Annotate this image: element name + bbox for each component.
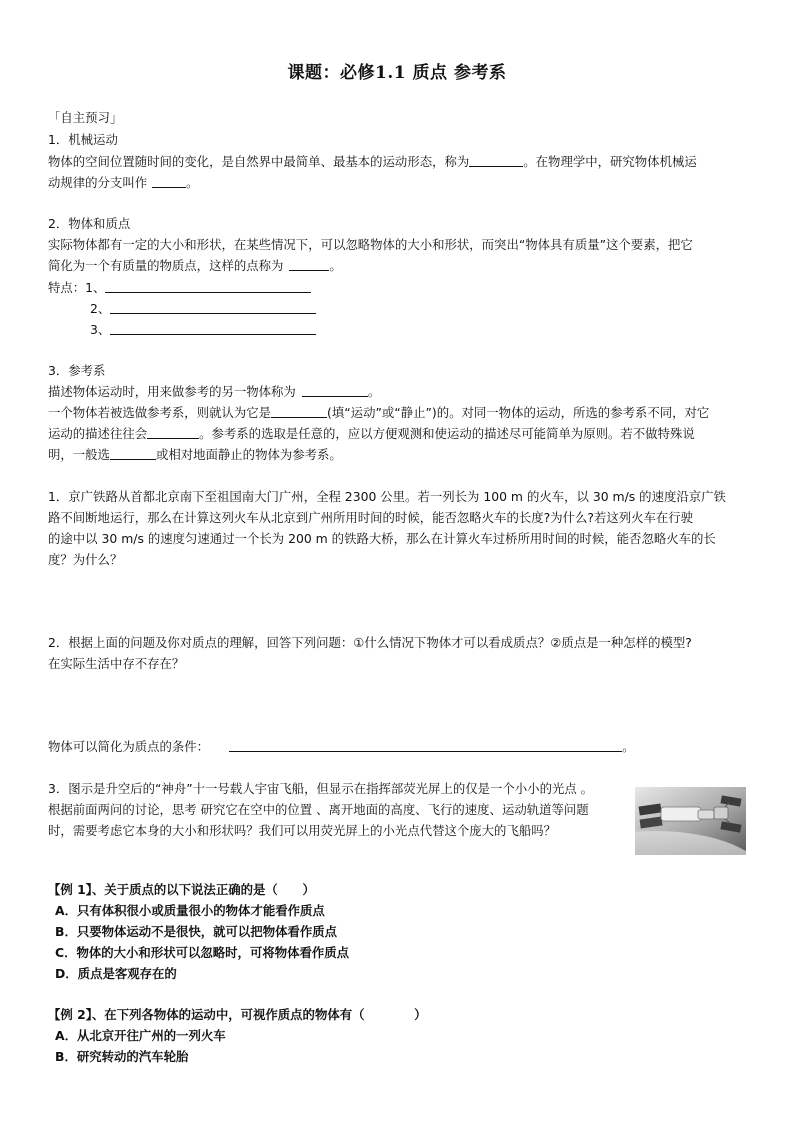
answer-blank[interactable] (147, 425, 199, 439)
answer-blank[interactable] (110, 300, 316, 314)
question-1-line-3: 的途中以 30 m/s 的速度匀速通过一个长为 200 m 的铁路大桥，那么在计算火车过桥所用时间的时候，能否忽略火车的长 (48, 531, 716, 546)
section-1-line-1: 物体的空间位置随时间的变化，是自然界中最简单、最基本的运动形态，称为 。在物理学中，研究物体机械运 (48, 154, 697, 169)
question-3-line-1: 3．图示是升空后的“神舟”十一号载人宇宙飞船，但显示在指挥部荧光屏上的仅是一个小小的光点 。 (48, 781, 594, 796)
spacecraft-photo (635, 787, 746, 855)
section-1-line-2: 动规律的分支叫作 。 (48, 175, 199, 190)
section-2-line-2: 简化为一个有质量的物质点，这样的点称为 。 (48, 258, 342, 273)
answer-blank[interactable] (289, 257, 329, 271)
example-2-option-b[interactable]: B．研究转动的汽车轮胎 (55, 1049, 189, 1064)
section-3-line-1: 描述物体运动时，用来做参考的另一物体称为 。 (48, 384, 381, 399)
question-2-line-1: 2．根据上面的问题及你对质点的理解，回答下列问题：①什么情况下物体才可以看成质点？②质点是一种怎样的模型? (48, 635, 692, 650)
example-1-stem: 【例 1】、关于质点的以下说法正确的是（ ） (48, 882, 315, 897)
page-title: 课题：必修1.1 质点 参考系 (287, 63, 507, 83)
example-2-option-a[interactable]: A．从北京开往广州的一列火车 (55, 1028, 226, 1043)
section-3-title: 3．参考系 (48, 363, 106, 378)
example-1-option-a[interactable]: A．只有体积很小或质量很小的物体才能看作质点 (55, 903, 325, 918)
answer-blank[interactable] (469, 153, 523, 167)
answer-blank[interactable] (302, 383, 368, 397)
example-2-stem: 【例 2】、在下列各物体的运动中，可视作质点的物体有（ ） (48, 1007, 427, 1022)
feature-2: 2、 (90, 299, 790, 320)
answer-blank[interactable] (110, 321, 316, 335)
answer-blank[interactable] (271, 404, 327, 418)
feature-3: 3、 (90, 320, 790, 341)
preview-heading: 「自主预习」 (48, 110, 123, 125)
section-3-line-3: 运动的描述往往会 。参考系的选取是任意的，应以方便观测和使运动的描述尽可能简单为原则。若不做特殊说 (48, 426, 695, 441)
question-1-line-1: 1．京广铁路从首都北京南下至祖国南大门广州，全程 2300 公里。若一列长为 100 m 的火车，以 30 m/s 的速度沿京广铁 (48, 489, 726, 504)
question-1-line-2: 路不间断地运行，那么在计算这列火车从北京到广州所用时间的时候，能否忽略火车的长度?为什么?若这列火车在行驶 (48, 510, 694, 525)
example-1-option-b[interactable]: B．只要物体运动不是很快，就可以把物体看作质点 (55, 924, 338, 939)
section-3-line-4: 明，一般选 或相对地面静止的物体为参考系。 (48, 447, 342, 462)
example-1-option-d[interactable]: D．质点是客观存在的 (55, 966, 177, 981)
section-2-line-1: 实际物体都有一定的大小和形状，在某些情况下，可以忽略物体的大小和形状，而突出“物体具有质量”这个要素，把它 (48, 237, 693, 252)
question-3-line-2: 根据前面两问的讨论，思考 研究它在空中的位置 、离开地面的高度、飞行的速度、运动轨道等问题 (48, 802, 589, 817)
feature-1: 特点：1、 (48, 278, 748, 299)
particle-condition: 物体可以简化为质点的条件： 。 (48, 739, 635, 754)
answer-blank[interactable] (229, 738, 622, 752)
question-2-line-2: 在实际生活中存不存在？ (48, 656, 185, 671)
answer-blank[interactable] (152, 174, 186, 188)
section-3-line-2: 一个物体若被选做参考系，则就认为它是 (填“运动”或“静止”)的。对同一物体的运动，所选的参考系不同，对它 (48, 405, 710, 420)
section-1-title: 1．机械运动 (48, 132, 118, 147)
question-3-line-3: 时，需要考虑它本身的大小和形状吗？我们可以用荧光屏上的小光点代替这个庞大的飞船吗？ (48, 823, 557, 838)
answer-blank[interactable] (110, 446, 156, 460)
question-1-line-4: 度？为什么？ (48, 552, 123, 567)
example-1-option-c[interactable]: C．物体的大小和形状可以忽略时，可将物体看作质点 (55, 945, 350, 960)
answer-blank[interactable] (105, 279, 311, 293)
section-2-title: 2．物体和质点 (48, 216, 131, 231)
